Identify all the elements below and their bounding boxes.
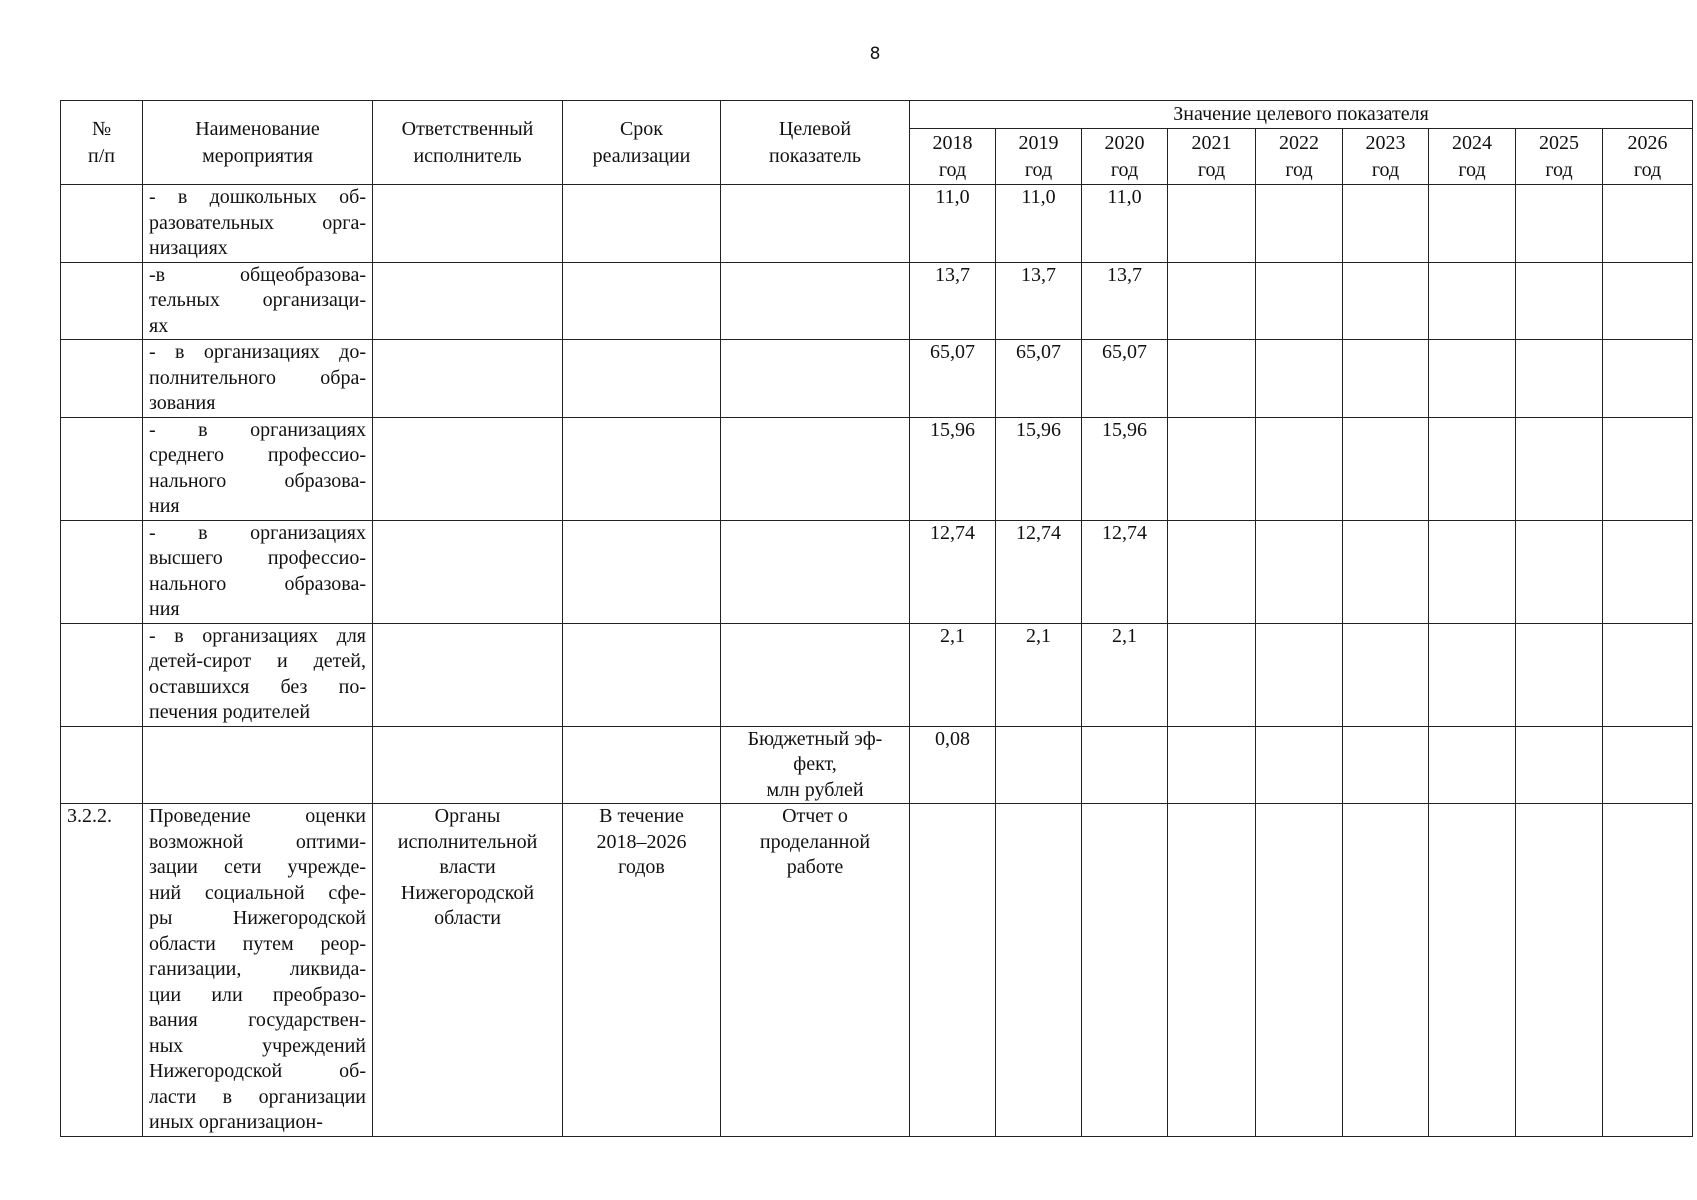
- value-2020: 12,74: [1082, 520, 1168, 623]
- table-row: [61, 520, 1693, 623]
- activity-name-line: детей-сирот и детей,: [149, 650, 366, 672]
- value-2023: [1343, 804, 1429, 1137]
- value-2024: [1429, 340, 1516, 418]
- value-2024: [1429, 726, 1516, 804]
- value-2019: [996, 726, 1082, 804]
- header-values-group: Значение целевого показателя: [910, 101, 1693, 129]
- value-2018: [910, 804, 996, 1137]
- value-2021: [1168, 623, 1256, 726]
- implementation-term: [563, 262, 721, 340]
- target-indicator: [721, 262, 910, 340]
- header-year-2021: [1168, 129, 1256, 185]
- value-2019: 11,0: [996, 185, 1082, 263]
- value-2018: 2,1: [910, 623, 996, 726]
- implementation-term: [563, 185, 721, 263]
- value-2018: 11,0: [910, 185, 996, 263]
- table-header: [61, 101, 1693, 185]
- activity-name: [143, 804, 373, 1137]
- row-number: [61, 340, 143, 418]
- responsible-executor: [373, 726, 563, 804]
- activity-name-line: -в общеобразова-: [149, 263, 366, 286]
- value-2024: [1429, 623, 1516, 726]
- row-number: [61, 520, 143, 623]
- value-2019: 15,96: [996, 417, 1082, 520]
- value-2018: 15,96: [910, 417, 996, 520]
- responsible-executor: [373, 520, 563, 623]
- activity-name-line: нального образова-: [149, 572, 366, 595]
- value-2020: 11,0: [1082, 185, 1168, 263]
- value-2021: [1168, 804, 1256, 1137]
- activity-name: [143, 185, 373, 263]
- table-row: [61, 726, 1693, 804]
- activity-name: [143, 340, 373, 418]
- activity-name-line: - в организациях: [149, 418, 366, 441]
- activity-name-line: высшего профессио-: [149, 547, 366, 569]
- activity-name-line: Проведение оценки: [149, 805, 366, 827]
- year-unit: год: [1371, 158, 1400, 181]
- value-2023: [1343, 185, 1429, 263]
- value-2022: [1256, 262, 1343, 340]
- activity-name-line: - в дошкольных об-: [149, 186, 366, 208]
- row-number: [61, 262, 143, 340]
- value-2020: [1082, 804, 1168, 1137]
- header-year-2018: [910, 129, 996, 185]
- year-unit: год: [1110, 158, 1139, 181]
- value-2018: 13,7: [910, 262, 996, 340]
- activity-name-line: ции или преобразо-: [149, 983, 366, 1006]
- activity-name-line: ных учреждений: [149, 1034, 366, 1057]
- responsible-executor-line: области: [434, 907, 501, 929]
- target-indicators-table: [60, 100, 1693, 1137]
- header-num: № п/п: [61, 101, 143, 185]
- activity-name: [143, 417, 373, 520]
- value-2020: 2,1: [1082, 623, 1168, 726]
- value-2020: 15,96: [1082, 417, 1168, 520]
- year-unit: год: [1285, 158, 1313, 181]
- year-label: 2023: [1365, 131, 1406, 154]
- value-2019: 12,74: [996, 520, 1082, 623]
- implementation-term-line: 2018–2026: [596, 830, 687, 853]
- year-label: 2021: [1191, 131, 1232, 154]
- activity-name-line: нального образова-: [149, 469, 366, 492]
- row-number: 3.2.2.: [61, 804, 143, 1137]
- value-2022: [1256, 340, 1343, 418]
- target-indicator: [721, 623, 910, 726]
- activity-name: [143, 520, 373, 623]
- table-row: [61, 623, 1693, 726]
- value-2024: [1429, 804, 1516, 1137]
- value-2021: [1168, 185, 1256, 263]
- year-label: 2024: [1452, 131, 1492, 154]
- value-2026: [1603, 340, 1693, 418]
- target-indicator-line: млн рублей: [766, 778, 864, 801]
- activity-name-line: тельных организаци-: [149, 289, 366, 311]
- value-2026: [1603, 623, 1693, 726]
- responsible-executor-line: Органы: [434, 805, 501, 827]
- value-2025: [1516, 726, 1603, 804]
- value-2020: 65,07: [1082, 340, 1168, 418]
- value-2022: [1256, 804, 1343, 1137]
- implementation-term: [563, 417, 721, 520]
- value-2021: [1168, 262, 1256, 340]
- year-label: 2026: [1627, 131, 1668, 154]
- value-2022: [1256, 623, 1343, 726]
- value-2026: [1603, 417, 1693, 520]
- value-2024: [1429, 520, 1516, 623]
- value-2024: [1429, 417, 1516, 520]
- year-label: 2020: [1104, 131, 1145, 154]
- target-indicator: [721, 804, 910, 1137]
- target-indicator-line: Бюджетный эф-: [747, 727, 883, 750]
- activity-name-line: ния: [149, 495, 180, 517]
- year-unit: год: [1545, 158, 1573, 181]
- table-row: [61, 185, 1693, 263]
- row-number: [61, 185, 143, 263]
- year-label: 2025: [1539, 131, 1579, 154]
- activity-name-line: оставшихся без по-: [149, 675, 366, 698]
- target-indicator-line: Отчет о: [782, 805, 848, 827]
- activity-name-line: вания государствен-: [149, 1009, 366, 1031]
- value-2019: [996, 804, 1082, 1137]
- activity-name-line: - в организациях для: [149, 624, 366, 647]
- value-2022: [1256, 185, 1343, 263]
- value-2023: [1343, 726, 1429, 804]
- header-year-2023: [1343, 129, 1429, 185]
- target-indicator: [721, 340, 910, 418]
- target-indicator: [721, 726, 910, 804]
- target-indicator: [721, 520, 910, 623]
- activity-name-line: ях: [149, 314, 169, 337]
- value-2026: [1603, 804, 1693, 1137]
- table-row: [61, 804, 1693, 1137]
- activity-name-line: среднего профессио-: [149, 444, 366, 466]
- table-row: [61, 262, 1693, 340]
- responsible-executor-line: Нижегородской: [400, 881, 535, 904]
- row-number: [61, 726, 143, 804]
- implementation-term: [563, 804, 721, 1137]
- activity-name-line: - в организациях до-: [149, 341, 366, 363]
- activity-name-line: зования: [149, 392, 216, 414]
- responsible-executor: [373, 417, 563, 520]
- header-responsible: Ответственный исполнитель: [373, 101, 563, 185]
- value-2020: [1082, 726, 1168, 804]
- value-2025: [1516, 623, 1603, 726]
- activity-name-line: ний социальной сфе-: [149, 881, 366, 904]
- year-unit: год: [1024, 158, 1053, 181]
- value-2018: 65,07: [910, 340, 996, 418]
- target-indicator-line: работе: [786, 856, 844, 878]
- activity-name-line: ганизации, ликвида-: [149, 958, 366, 980]
- activity-name: [143, 623, 373, 726]
- activity-name-line: разовательных орга-: [149, 211, 366, 234]
- activity-name-line: зации сети учрежде-: [149, 856, 366, 878]
- activity-name-line: иных организацион-: [149, 1111, 323, 1133]
- implementation-term: [563, 623, 721, 726]
- header-year-2026: [1603, 129, 1693, 185]
- target-indicator-line: фект,: [793, 753, 837, 775]
- year-unit: год: [1458, 158, 1486, 181]
- target-indicator-line: проделанной: [759, 830, 871, 853]
- responsible-executor-line: исполнительной: [397, 830, 538, 853]
- value-2025: [1516, 340, 1603, 418]
- responsible-executor: [373, 804, 563, 1137]
- year-unit: год: [938, 158, 967, 181]
- activity-name-line: низациях: [149, 237, 228, 259]
- header-year-2019: [996, 129, 1082, 185]
- year-unit: год: [1197, 158, 1226, 181]
- table-body: [61, 185, 1693, 1137]
- table-row: [61, 417, 1693, 520]
- value-2023: [1343, 262, 1429, 340]
- value-2025: [1516, 262, 1603, 340]
- value-2018: 12,74: [910, 520, 996, 623]
- activity-name: [143, 262, 373, 340]
- year-label: 2019: [1018, 131, 1059, 154]
- value-2019: 65,07: [996, 340, 1082, 418]
- value-2022: [1256, 417, 1343, 520]
- row-number: [61, 623, 143, 726]
- value-2023: [1343, 520, 1429, 623]
- header-year-2022: [1256, 129, 1343, 185]
- value-2023: [1343, 417, 1429, 520]
- value-2021: [1168, 520, 1256, 623]
- responsible-executor: [373, 262, 563, 340]
- value-2025: [1516, 520, 1603, 623]
- value-2022: [1256, 520, 1343, 623]
- row-number: [61, 417, 143, 520]
- year-label: 2018: [932, 131, 973, 154]
- activity-name-line: ласти в организации: [149, 1085, 366, 1108]
- header-year-2025: [1516, 129, 1603, 185]
- header-target: Целевой показатель: [721, 101, 910, 185]
- responsible-executor: [373, 623, 563, 726]
- value-2024: [1429, 262, 1516, 340]
- implementation-term: [563, 520, 721, 623]
- header-term: Срок реализации: [563, 101, 721, 185]
- implementation-term-line: В течение: [599, 805, 684, 827]
- activity-name: [143, 726, 373, 804]
- activity-name-line: Нижегородской об-: [149, 1060, 366, 1082]
- value-2022: [1256, 726, 1343, 804]
- value-2025: [1516, 417, 1603, 520]
- target-indicator: [721, 417, 910, 520]
- activity-name-line: возможной оптими-: [149, 830, 366, 853]
- value-2021: [1168, 417, 1256, 520]
- table-row: [61, 340, 1693, 418]
- value-2026: [1603, 185, 1693, 263]
- activity-name-line: ния: [149, 598, 180, 620]
- responsible-executor: [373, 340, 563, 418]
- activity-name-line: полнительного обра-: [149, 366, 366, 389]
- responsible-executor-line: власти: [439, 856, 496, 878]
- value-2018: 0,08: [910, 726, 996, 804]
- value-2025: [1516, 804, 1603, 1137]
- activity-name-line: ры Нижегородской: [149, 907, 366, 929]
- target-indicator: [721, 185, 910, 263]
- value-2024: [1429, 185, 1516, 263]
- page-number: 8: [869, 44, 881, 64]
- value-2023: [1343, 623, 1429, 726]
- year-unit: год: [1633, 158, 1662, 181]
- activity-name-line: печения родителей: [149, 701, 311, 723]
- value-2026: [1603, 520, 1693, 623]
- header-name: Наименование мероприятия: [143, 101, 373, 185]
- value-2019: 13,7: [996, 262, 1082, 340]
- value-2021: [1168, 726, 1256, 804]
- value-2019: 2,1: [996, 623, 1082, 726]
- activity-name-line: - в организациях: [149, 521, 366, 544]
- implementation-term: [563, 726, 721, 804]
- value-2021: [1168, 340, 1256, 418]
- value-2023: [1343, 340, 1429, 418]
- activity-name-line: области путем реор-: [149, 932, 366, 955]
- value-2020: 13,7: [1082, 262, 1168, 340]
- value-2026: [1603, 262, 1693, 340]
- implementation-term-line: годов: [618, 856, 665, 878]
- value-2025: [1516, 185, 1603, 263]
- value-2026: [1603, 726, 1693, 804]
- implementation-term: [563, 340, 721, 418]
- header-year-2020: [1082, 129, 1168, 185]
- year-label: 2022: [1279, 131, 1319, 154]
- responsible-executor: [373, 185, 563, 263]
- header-year-2024: [1429, 129, 1516, 185]
